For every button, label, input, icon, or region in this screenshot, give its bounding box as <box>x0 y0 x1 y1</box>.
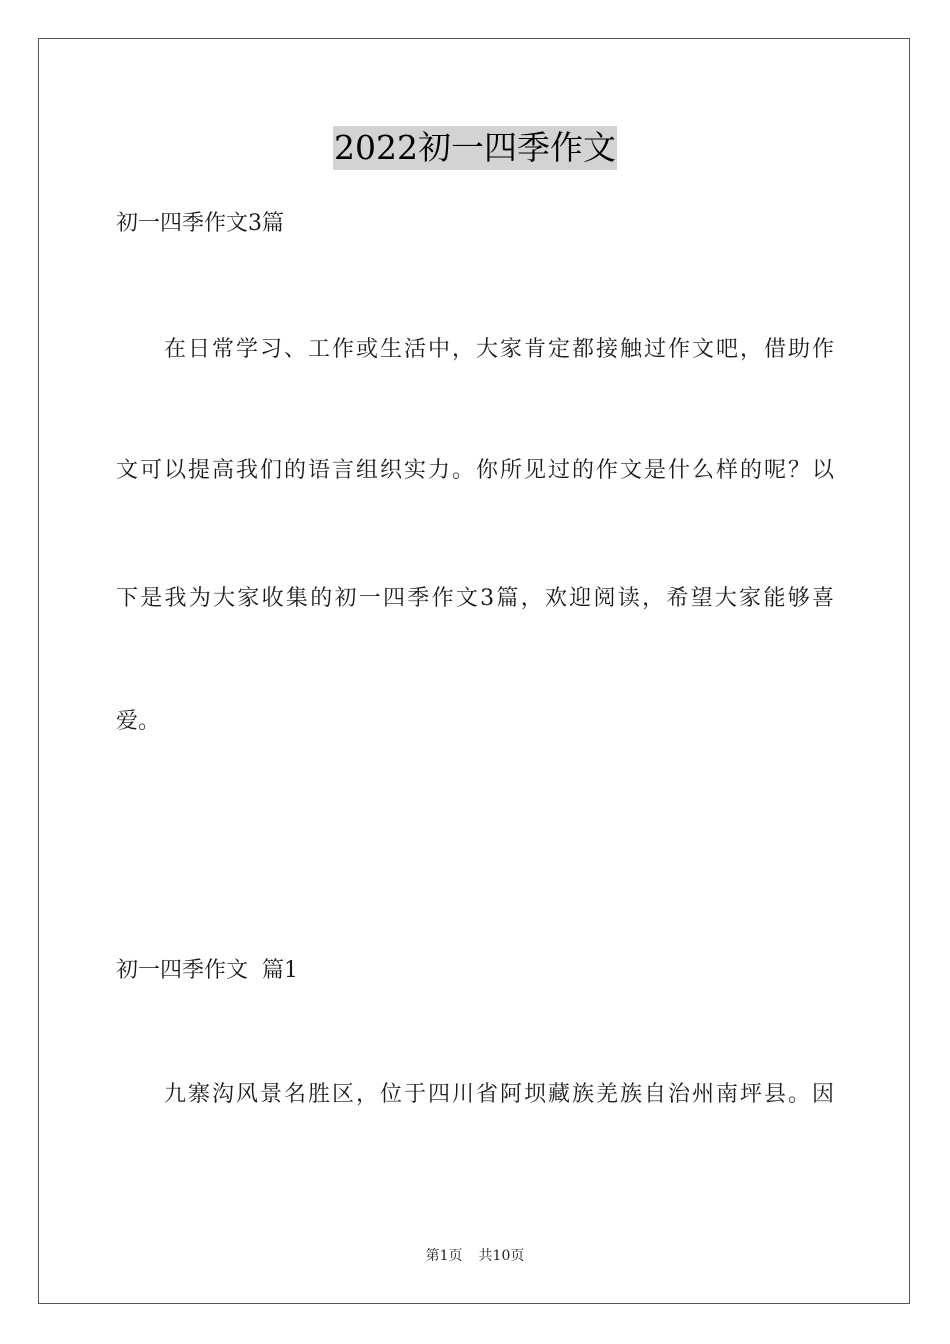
page-footer <box>0 1246 950 1266</box>
title-container <box>0 126 950 170</box>
page-number: 第1页 <box>425 1248 463 1264</box>
intro-paragraph-line: 下是我为大家收集的初一四季作文3篇，欢迎阅读，希望大家能够喜 <box>116 586 834 611</box>
section-paragraph-line: 九寨沟风景名胜区，位于四川省阿坝藏族羌族自治州南坪县。因 <box>164 1082 834 1107</box>
document-title: 2022初一四季作文 <box>333 126 617 170</box>
document-subtitle: 初一四季作文3篇 <box>116 211 284 236</box>
intro-paragraph-line: 爱。 <box>116 709 161 734</box>
page-total: 共10页 <box>478 1248 525 1264</box>
intro-paragraph-line: 在日常学习、工作或生活中，大家肯定都接触过作文吧，借助作 <box>164 337 834 362</box>
intro-paragraph-line: 文可以提高我们的语言组织实力。你所见过的作文是什么样的呢？以 <box>116 458 834 483</box>
section-heading: 初一四季作文 篇1 <box>116 958 298 983</box>
